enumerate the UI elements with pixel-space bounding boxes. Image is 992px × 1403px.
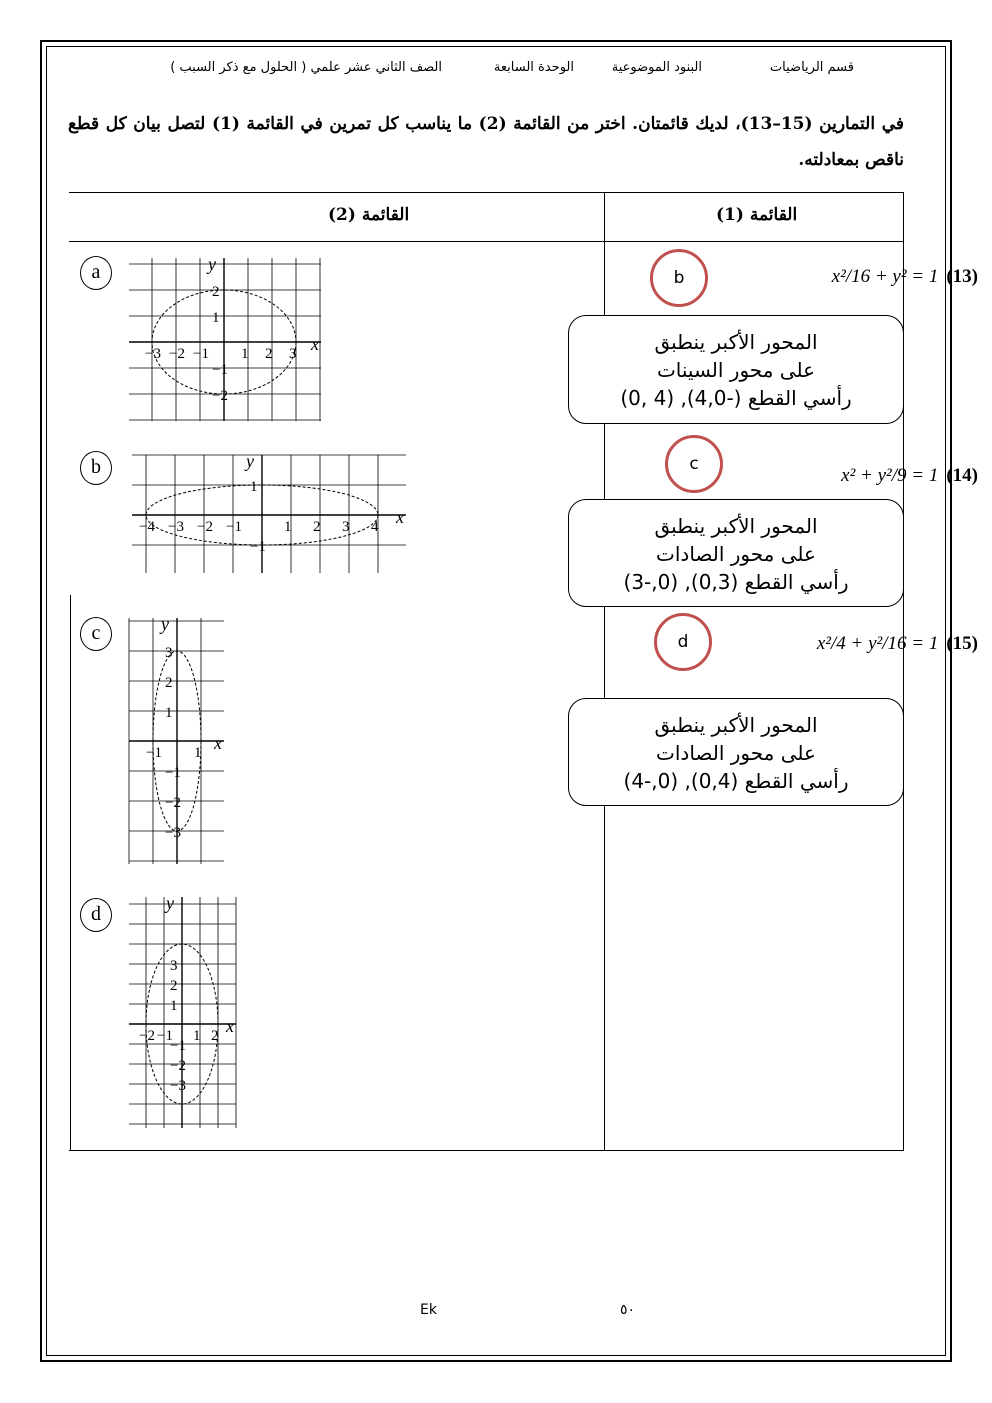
x-tick-label: −1: [193, 346, 209, 362]
x-axis-label: x: [226, 1016, 234, 1036]
list2-header: القائمة (2): [328, 205, 410, 225]
y-tick-label: 2: [165, 675, 173, 691]
x-tick-label: 2: [265, 346, 273, 362]
y-tick-label: 1: [165, 705, 173, 721]
header-department: قسم الرياضيات: [769, 60, 854, 75]
header-items: البنود الموضوعية: [611, 60, 702, 75]
reason-line: على محور الصادات: [656, 542, 816, 566]
answer-circle-15: d: [654, 613, 712, 671]
y-tick-label: 3: [165, 645, 173, 661]
reason-line: رأسي القطع (0,3), (0,-3): [623, 570, 849, 594]
x-tick-label: 1: [193, 1028, 201, 1044]
y-tick-label: −1: [212, 362, 228, 378]
footer-page-number: ٥٠: [620, 1302, 636, 1318]
y-tick-label: 1: [170, 998, 178, 1014]
y-tick-label: −1: [170, 1038, 186, 1054]
x-axis-label: x: [214, 733, 222, 753]
x-tick-label: 3: [342, 519, 350, 535]
reason-line: رأسي القطع (-4,0), (4 ,0): [620, 386, 852, 410]
header-grade: الصف الثاني عشر علمي ( الحلول مع ذكر السبب ): [170, 60, 442, 75]
exercise-number: (13): [946, 266, 978, 287]
reason-line: على محور الصادات: [656, 741, 816, 765]
x-tick-label: −4: [139, 519, 155, 535]
x-tick-label: 3: [289, 346, 297, 362]
y-axis-label: y: [208, 254, 216, 274]
x-axis-label: x: [311, 334, 319, 354]
y-axis-label: y: [166, 893, 174, 913]
x-tick-label: 2: [211, 1028, 219, 1044]
y-tick-label: 2: [212, 284, 220, 300]
y-tick-label: −2: [170, 1058, 186, 1074]
y-tick-label: −2: [212, 388, 228, 404]
x-axis-label: x: [396, 507, 404, 527]
y-tick-label: 3: [170, 958, 178, 974]
x-tick-label: −2: [139, 1028, 155, 1044]
reason-line: المحور الأكبر ينطبق: [654, 713, 818, 737]
x-tick-label: 1: [194, 745, 202, 761]
y-tick-label: −2: [165, 795, 181, 811]
instructions: في التمارين (15–13)، لديك قائمتان. اختر من القائمة (2) ما يناسب كل تمرين في القائمة (1) لتصل بيان كل قطع ناقص بمعادلته.: [68, 114, 904, 170]
graph-label-d: d: [80, 898, 112, 932]
exercise-number: (14): [946, 465, 978, 486]
equation-text: x²/16 + y² = 1: [831, 266, 939, 287]
header-unit: الوحدة السابعة: [493, 60, 574, 75]
equation-text: x² + y²/9 = 1: [841, 465, 939, 486]
y-tick-label: −3: [165, 825, 181, 841]
x-tick-label: −1: [157, 1028, 173, 1044]
answer-circle-13: b: [650, 249, 708, 307]
answer-circle-14: c: [665, 435, 723, 493]
reason-line: رأسي القطع (0,4), (0,-4): [623, 769, 849, 793]
graph-label-c: c: [80, 617, 112, 651]
list1-header: القائمة (1): [716, 205, 798, 225]
x-tick-label: 4: [371, 519, 379, 535]
y-tick-label: −1: [165, 765, 181, 781]
reason-line: المحور الأكبر ينطبق: [654, 514, 818, 538]
exercise-number: (15): [946, 633, 978, 654]
x-tick-label: −1: [226, 519, 242, 535]
x-tick-label: −3: [168, 519, 184, 535]
x-tick-label: 1: [284, 519, 292, 535]
y-axis-label: y: [161, 614, 169, 634]
y-axis-label: y: [246, 451, 254, 471]
reason-line: المحور الأكبر ينطبق: [654, 330, 818, 354]
x-tick-label: −2: [197, 519, 213, 535]
x-tick-label: −1: [146, 745, 162, 761]
footer-author: Ek: [420, 1302, 437, 1318]
equation-text: x²/4 + y²/16 = 1: [816, 633, 939, 654]
y-tick-label: 1: [250, 479, 258, 495]
x-tick-label: 2: [313, 519, 321, 535]
y-tick-label: 2: [170, 978, 178, 994]
y-tick-label: −1: [250, 539, 266, 555]
y-tick-label: 1: [212, 310, 220, 326]
x-tick-label: 1: [241, 346, 249, 362]
reason-line: على محور السينات: [656, 358, 816, 382]
graph-label-b: b: [80, 451, 112, 485]
y-tick-label: −3: [170, 1078, 186, 1094]
graph-label-a: a: [80, 256, 112, 290]
x-tick-label: −3: [145, 346, 161, 362]
x-tick-label: −2: [169, 346, 185, 362]
